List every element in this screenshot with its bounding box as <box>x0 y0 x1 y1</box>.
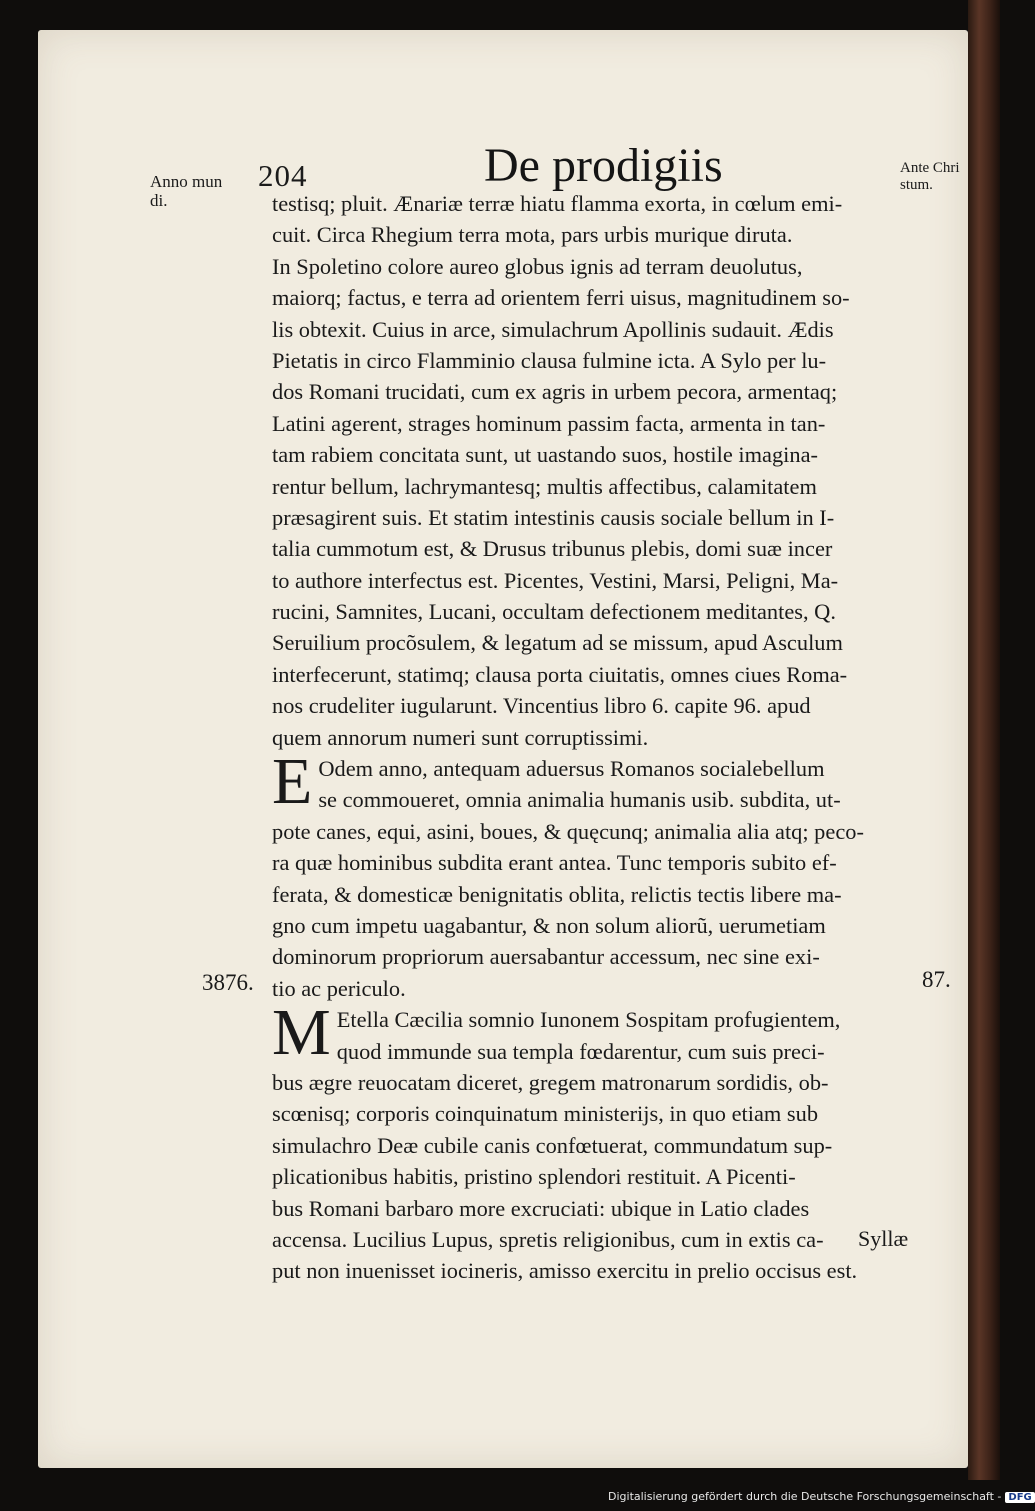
margin-note-right-line: stum. <box>900 177 933 193</box>
text-line: se commoueret, omnia animalia humanis usib. subdita, ut- <box>318 787 841 813</box>
margin-note-left <box>150 172 260 210</box>
margin-year-right: 87. <box>922 967 951 992</box>
text-line: bus Romani barbaro more excruciati: ubique in Latio clades <box>272 1195 810 1221</box>
funding-footer <box>608 1490 1035 1503</box>
text-line: bus ægre reuocatam diceret, gregem matronarum sordidis, ob- <box>272 1069 829 1095</box>
margin-year-left: 3876. <box>202 970 254 995</box>
text-line: interfecerunt, statimq; clausa porta ciuitatis, omnes ciues Roma- <box>272 661 848 687</box>
dfg-logo-icon: DFG <box>1005 1492 1034 1503</box>
body-text <box>272 188 912 1287</box>
text-line: cuit. Circa Rhegium terra mota, pars urbis murique diruta. <box>272 222 793 248</box>
text-line: lis obtexit. Cuius in arce, simulachrum Apollinis sudauit. Ædis <box>272 316 834 342</box>
text-line: dominorum propriorum auersabantur accessum, nec sine exi- <box>272 944 820 970</box>
text-line: Latini agerent, strages hominum passim facta, armenta in tan- <box>272 410 826 436</box>
text-line: Etella Cæcilia somnio Iunonem Sospitam profugientem, <box>336 1007 841 1033</box>
text-line: nos crudeliter iugularunt. Vincentius libro 6. capite 96. apud <box>272 693 811 719</box>
text-line: simulachro Deæ cubile canis confœtuerat, commundatum sup- <box>272 1132 833 1158</box>
text-line: ferata, & domesticæ benignitatis oblita, relictis tectis libere ma- <box>272 881 842 907</box>
text-line: ra quæ hominibus subdita erant antea. Tunc temporis subito ef- <box>272 850 837 876</box>
text-line: gno cum impetu uagabantur, & non solum aliorũ, uerumetiam <box>272 912 826 938</box>
text-line: plicationibus habitis, pristino splendori restituit. A Picenti- <box>272 1164 796 1190</box>
margin-note-right-line: Ante Chri <box>900 160 960 176</box>
text-line: pote canes, equi, asini, boues, & quęcunq; animalia alia atq; peco- <box>272 818 864 844</box>
paragraph-1 <box>272 188 912 753</box>
funding-text: Digitalisierung gefördert durch die Deutsche Forschungsgemeinschaft - <box>608 1490 1002 1503</box>
text-line: Seruilium procõsulem, & legatum ad se missum, apud Asculum <box>272 630 843 656</box>
text-line: quem annorum numeri sunt corruptissimi. <box>272 724 649 750</box>
text-line: put non inuenisset iocineris, amisso exercitu in prelio occisus est. <box>272 1258 858 1284</box>
page-number: 204 <box>258 158 308 193</box>
paragraph-3 <box>272 996 912 1287</box>
text-line: tam rabiem concitata sunt, ut uastando suos, hostile imagina- <box>272 442 818 468</box>
paragraph-2 <box>272 745 912 1004</box>
text-line: talia cummotum est, & Drusus tribunus plebis, domi suæ incer <box>272 536 833 562</box>
margin-note-left-line: Anno mun <box>150 172 223 191</box>
drop-cap: E <box>272 745 313 819</box>
text-line: scœnisq; corporis coinquinatum ministerijs, in quo etiam sub <box>272 1101 819 1127</box>
text-line: maiorq; factus, e terra ad orientem ferri uisus, magnitudinem so- <box>272 285 850 311</box>
book-binding <box>968 0 1000 1480</box>
text-line: dos Romani trucidati, cum ex agris in urbem pecora, armentaq; <box>272 379 838 405</box>
text-line: rucini, Samnites, Lucani, occultam defectionem meditantes, Q. <box>272 599 836 625</box>
text-line: Odem anno, antequam aduersus Romanos socialebellum <box>318 756 825 782</box>
text-line: præsagirent suis. Et statim intestinis causis sociale bellum in I- <box>272 504 835 530</box>
drop-cap: M <box>272 996 331 1070</box>
margin-note-left-line: di. <box>150 191 168 210</box>
text-line: In Spoletino colore aureo globus ignis ad terram deuolutus, <box>272 253 803 279</box>
text-line: testisq; pluit. Ænariæ terræ hiatu flamma exorta, in cœlum emi- <box>272 191 843 216</box>
text-line: to authore interfectus est. Picentes, Vestini, Marsi, Peligni, Ma- <box>272 567 839 593</box>
text-line: quod immunde sua templa fœdarentur, cum suis preci- <box>336 1038 825 1064</box>
running-title: De prodigiis <box>484 139 723 192</box>
text-line: accensa. Lucilius Lupus, spretis religionibus, cum in extis ca- <box>272 1226 824 1252</box>
catchword: Syllæ <box>858 1226 909 1251</box>
text-line: tio ac periculo. <box>272 975 406 1001</box>
text-line: Pietatis in circo Flamminio clausa fulmine icta. A Sylo per lu- <box>272 347 827 373</box>
text-line: rentur bellum, lachrymantesq; multis affectibus, calamitatem <box>272 473 817 499</box>
